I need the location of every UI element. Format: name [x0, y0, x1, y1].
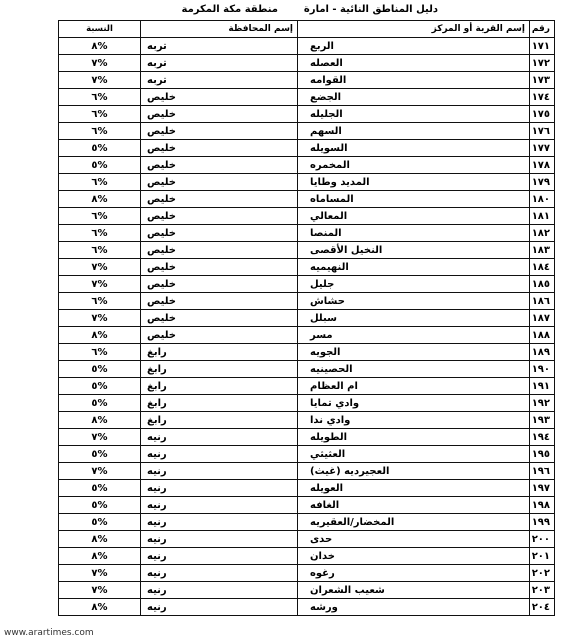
governorate-name: خليص [141, 123, 298, 140]
village-name: جليل [298, 276, 530, 293]
percent-value: %٦ [59, 344, 141, 361]
header-number: رقم [530, 21, 555, 38]
table-row [59, 174, 555, 191]
village-name: مسر [298, 327, 530, 344]
village-name: العصله [298, 55, 530, 72]
row-number: ١٨٤ [530, 259, 555, 276]
table-row [59, 72, 555, 89]
village-name: السويله [298, 140, 530, 157]
percent-value: %٧ [59, 310, 141, 327]
row-number: ١٩٦ [530, 463, 555, 480]
village-name: وادي تمايا [298, 395, 530, 412]
row-number: ١٨٦ [530, 293, 555, 310]
village-name: العثيثي [298, 446, 530, 463]
table-row [59, 140, 555, 157]
village-name: الطويله [298, 429, 530, 446]
governorate-name: رنيه [141, 531, 298, 548]
governorate-name: رنيه [141, 599, 298, 616]
row-number: ١٧٨ [530, 157, 555, 174]
governorate-name: خليص [141, 242, 298, 259]
table-row [59, 599, 555, 616]
row-number: ١٩٤ [530, 429, 555, 446]
governorate-name: رابغ [141, 361, 298, 378]
percent-value: %٧ [59, 429, 141, 446]
governorate-name: خليص [141, 293, 298, 310]
governorate-name: تربه [141, 72, 298, 89]
governorate-name: تربه [141, 55, 298, 72]
village-name: رغوه [298, 565, 530, 582]
percent-value: %٨ [59, 599, 141, 616]
governorate-name: رنيه [141, 497, 298, 514]
row-number: ١٧٥ [530, 106, 555, 123]
row-number: ٢٠٠ [530, 531, 555, 548]
row-number: ١٩٥ [530, 446, 555, 463]
row-number: ٢٠١ [530, 548, 555, 565]
village-name: النهيميه [298, 259, 530, 276]
percent-value: %٨ [59, 191, 141, 208]
village-name: السهم [298, 123, 530, 140]
village-name: شعيب الشعران [298, 582, 530, 599]
table-row [59, 531, 555, 548]
percent-value: %٥ [59, 446, 141, 463]
percent-value: %٦ [59, 208, 141, 225]
villages-table [58, 20, 555, 616]
header-village: إسم القرية أو المركز [298, 21, 530, 38]
governorate-name: رنيه [141, 446, 298, 463]
row-number: ١٧٤ [530, 89, 555, 106]
percent-value: %٥ [59, 514, 141, 531]
governorate-name: خليص [141, 225, 298, 242]
governorate-name: رابغ [141, 395, 298, 412]
table-row [59, 123, 555, 140]
table-body [59, 38, 555, 616]
village-name: حدى [298, 531, 530, 548]
governorate-name: رنيه [141, 582, 298, 599]
row-number: ١٩٧ [530, 480, 555, 497]
governorate-name: رنيه [141, 514, 298, 531]
percent-value: %٦ [59, 123, 141, 140]
percent-value: %٥ [59, 395, 141, 412]
governorate-name: خليص [141, 174, 298, 191]
table-row [59, 361, 555, 378]
table-row [59, 89, 555, 106]
table-row [59, 106, 555, 123]
table-row [59, 582, 555, 599]
table-row [59, 157, 555, 174]
table-row [59, 395, 555, 412]
percent-value: %٧ [59, 55, 141, 72]
percent-value: %٨ [59, 38, 141, 55]
table-row [59, 259, 555, 276]
village-name: المخمره [298, 157, 530, 174]
governorate-name: رابغ [141, 378, 298, 395]
village-name: الغافه [298, 497, 530, 514]
governorate-name: رنيه [141, 463, 298, 480]
village-name: خدان [298, 548, 530, 565]
governorate-name: رابغ [141, 412, 298, 429]
percent-value: %٦ [59, 106, 141, 123]
governorate-name: خليص [141, 89, 298, 106]
row-number: ١٩١ [530, 378, 555, 395]
governorate-name: رنيه [141, 429, 298, 446]
percent-value: %٥ [59, 378, 141, 395]
percent-value: %٨ [59, 412, 141, 429]
row-number: ١٨٠ [530, 191, 555, 208]
governorate-name: خليص [141, 140, 298, 157]
table-row [59, 497, 555, 514]
percent-value: %٦ [59, 89, 141, 106]
percent-value: %٦ [59, 174, 141, 191]
governorate-name: تربه [141, 38, 298, 55]
row-number: ٢٠٢ [530, 565, 555, 582]
table-row [59, 208, 555, 225]
village-name: وادي ندا [298, 412, 530, 429]
percent-value: %٧ [59, 72, 141, 89]
table-row [59, 480, 555, 497]
row-number: ١٧٩ [530, 174, 555, 191]
governorate-name: رنيه [141, 565, 298, 582]
percent-value: %٧ [59, 463, 141, 480]
percent-value: %٧ [59, 582, 141, 599]
village-name: الربع [298, 38, 530, 55]
village-name: حشاش [298, 293, 530, 310]
title-region: منطقة مكة المكرمة [181, 4, 278, 15]
row-number: ١٨٣ [530, 242, 555, 259]
table-header-row [59, 21, 555, 38]
percent-value: %٦ [59, 293, 141, 310]
document-title [0, 3, 572, 17]
table-row [59, 463, 555, 480]
village-name: المخضار/العقيريه [298, 514, 530, 531]
table-row [59, 225, 555, 242]
footer-watermark: www.arartimes.com [4, 628, 94, 638]
village-name: العجيرديه (غيث) [298, 463, 530, 480]
row-number: ١٩٨ [530, 497, 555, 514]
row-number: ١٩٠ [530, 361, 555, 378]
row-number: ١٨٧ [530, 310, 555, 327]
table-row [59, 446, 555, 463]
row-number: ١٧٣ [530, 72, 555, 89]
table-row [59, 514, 555, 531]
governorate-name: خليص [141, 191, 298, 208]
governorate-name: خليص [141, 327, 298, 344]
percent-value: %٧ [59, 259, 141, 276]
percent-value: %٧ [59, 276, 141, 293]
row-number: ١٨٢ [530, 225, 555, 242]
governorate-name: رنيه [141, 480, 298, 497]
table-row [59, 565, 555, 582]
village-name: المساماه [298, 191, 530, 208]
village-name: الجليله [298, 106, 530, 123]
table-row [59, 412, 555, 429]
percent-value: %٧ [59, 565, 141, 582]
row-number: ١٨٨ [530, 327, 555, 344]
governorate-name: خليص [141, 157, 298, 174]
village-name: الجويه [298, 344, 530, 361]
governorate-name: رابغ [141, 344, 298, 361]
row-number: ١٨١ [530, 208, 555, 225]
governorate-name: رنيه [141, 548, 298, 565]
percent-value: %٦ [59, 242, 141, 259]
percent-value: %٥ [59, 157, 141, 174]
percent-value: %٥ [59, 480, 141, 497]
table-row [59, 276, 555, 293]
row-number: ٢٠٣ [530, 582, 555, 599]
governorate-name: خليص [141, 310, 298, 327]
village-name: الجضع [298, 89, 530, 106]
row-number: ١٧٦ [530, 123, 555, 140]
village-name: القوامه [298, 72, 530, 89]
title-guide: دليل المناطق النائية - امارة [303, 4, 438, 15]
table-row [59, 344, 555, 361]
header-percent: النسبة [59, 21, 141, 38]
table-row [59, 191, 555, 208]
table-row [59, 429, 555, 446]
percent-value: %٨ [59, 327, 141, 344]
percent-value: %٦ [59, 225, 141, 242]
table-row [59, 293, 555, 310]
table-row [59, 327, 555, 344]
governorate-name: خليص [141, 276, 298, 293]
village-name: سبلل [298, 310, 530, 327]
row-number: ١٩٩ [530, 514, 555, 531]
percent-value: %٨ [59, 548, 141, 565]
village-name: الحصينيه [298, 361, 530, 378]
percent-value: %٥ [59, 140, 141, 157]
table-row [59, 310, 555, 327]
row-number: ١٨٩ [530, 344, 555, 361]
table-row [59, 548, 555, 565]
village-name: ام العظام [298, 378, 530, 395]
table-row [59, 38, 555, 55]
row-number: ١٧١ [530, 38, 555, 55]
percent-value: %٨ [59, 531, 141, 548]
row-number: ١٧٢ [530, 55, 555, 72]
percent-value: %٥ [59, 361, 141, 378]
header-governorate: إسم المحافظة [141, 21, 298, 38]
village-name: المعالي [298, 208, 530, 225]
row-number: ١٧٧ [530, 140, 555, 157]
row-number: ١٩٣ [530, 412, 555, 429]
governorate-name: خليص [141, 208, 298, 225]
table-row [59, 242, 555, 259]
village-name: المديد وطايا [298, 174, 530, 191]
governorate-name: خليص [141, 259, 298, 276]
village-name: ورشه [298, 599, 530, 616]
percent-value: %٥ [59, 497, 141, 514]
table-row [59, 55, 555, 72]
table-row [59, 378, 555, 395]
row-number: ٢٠٤ [530, 599, 555, 616]
village-name: العويله [298, 480, 530, 497]
row-number: ١٨٥ [530, 276, 555, 293]
village-name: المنصا [298, 225, 530, 242]
governorate-name: خليص [141, 106, 298, 123]
village-name: النخيل الأقصى [298, 242, 530, 259]
row-number: ١٩٢ [530, 395, 555, 412]
